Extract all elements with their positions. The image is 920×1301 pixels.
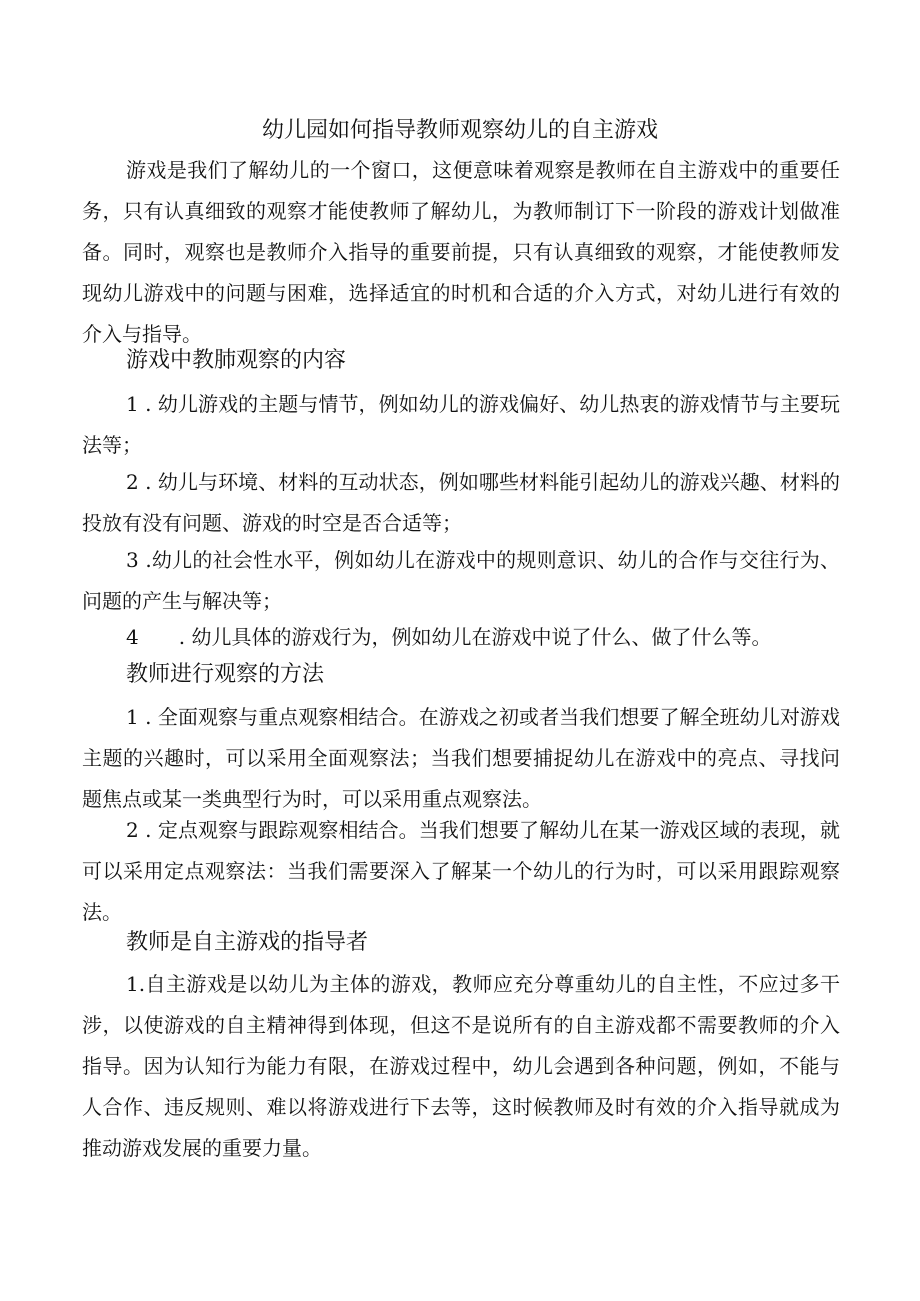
list-item: 4 . 幼儿具体的游戏行为，例如幼儿在游戏中说了什么、做了什么等。	[126, 625, 772, 649]
list-item: 1.自主游戏是以幼儿为主体的游戏，教师应充分尊重幼儿的自主性，不应过多干涉，以使游戏的自主精神得到体现，但这不是说所有的自主游戏都不需要教师的介入指导。因为认知行为能力有限，在游戏过程中，幼儿会遇到各种问题，例如，不能与人合作、违反规则、难以将游戏进行下去等，这时候教师及时有效的介入指导就成为推动游戏发展的重要力量。	[82, 972, 840, 1160]
list-item: 1 . 全面观察与重点观察相结合。在游戏之初或者当我们想要了解全班幼儿对游戏主题的兴趣时，可以采用全面观察法；当我们想要捕捉幼儿在游戏中的亮点、寻找问题焦点或某一类典型行为时，可以采用重点观察法。	[82, 705, 840, 811]
list-item: 2 . 幼儿与环境、材料的互动状态，例如哪些材料能引起幼儿的游戏兴趣、材料的投放有没有问题、游戏的时空是否合适等；	[82, 470, 840, 535]
section-heading-observation-methods: 教师进行观察的方法	[126, 662, 325, 687]
list-item: 3 .幼儿的社会性水平，例如幼儿在游戏中的规则意识、幼儿的合作与交往行为、问题的产生与解决等；	[82, 548, 840, 613]
intro-paragraph: 游戏是我们了解幼儿的一个窗口，这便意味着观察是教师在自主游戏中的重要任务，只有认真细致的观察才能使教师了解幼儿，为教师制订下一阶段的游戏计划做准备。同时，观察也是教师介入指导的重要前提，只有认真细致的观察，才能使教师发现幼儿游戏中的问题与困难，选择适宜的时机和合适的介入方式，对幼儿进行有效的介入与指导。	[82, 158, 840, 346]
list-item: 2 . 定点观察与跟踪观察相结合。当我们想要了解幼儿在某一游戏区域的表现，就可以采用定点观察法：当我们需要深入了解某一个幼儿的行为时，可以采用跟踪观察法。	[82, 818, 840, 924]
section-heading-teacher-guide: 教师是自主游戏的指导者	[126, 930, 369, 955]
section-heading-observation-content: 游戏中教肺观察的内容	[126, 348, 347, 373]
list-item: 1 . 幼儿游戏的主题与情节，例如幼儿的游戏偏好、幼儿热衷的游戏情节与主要玩法等；	[82, 392, 840, 457]
document-title: 幼儿园如何指导教师观察幼儿的自主游戏	[261, 118, 658, 143]
